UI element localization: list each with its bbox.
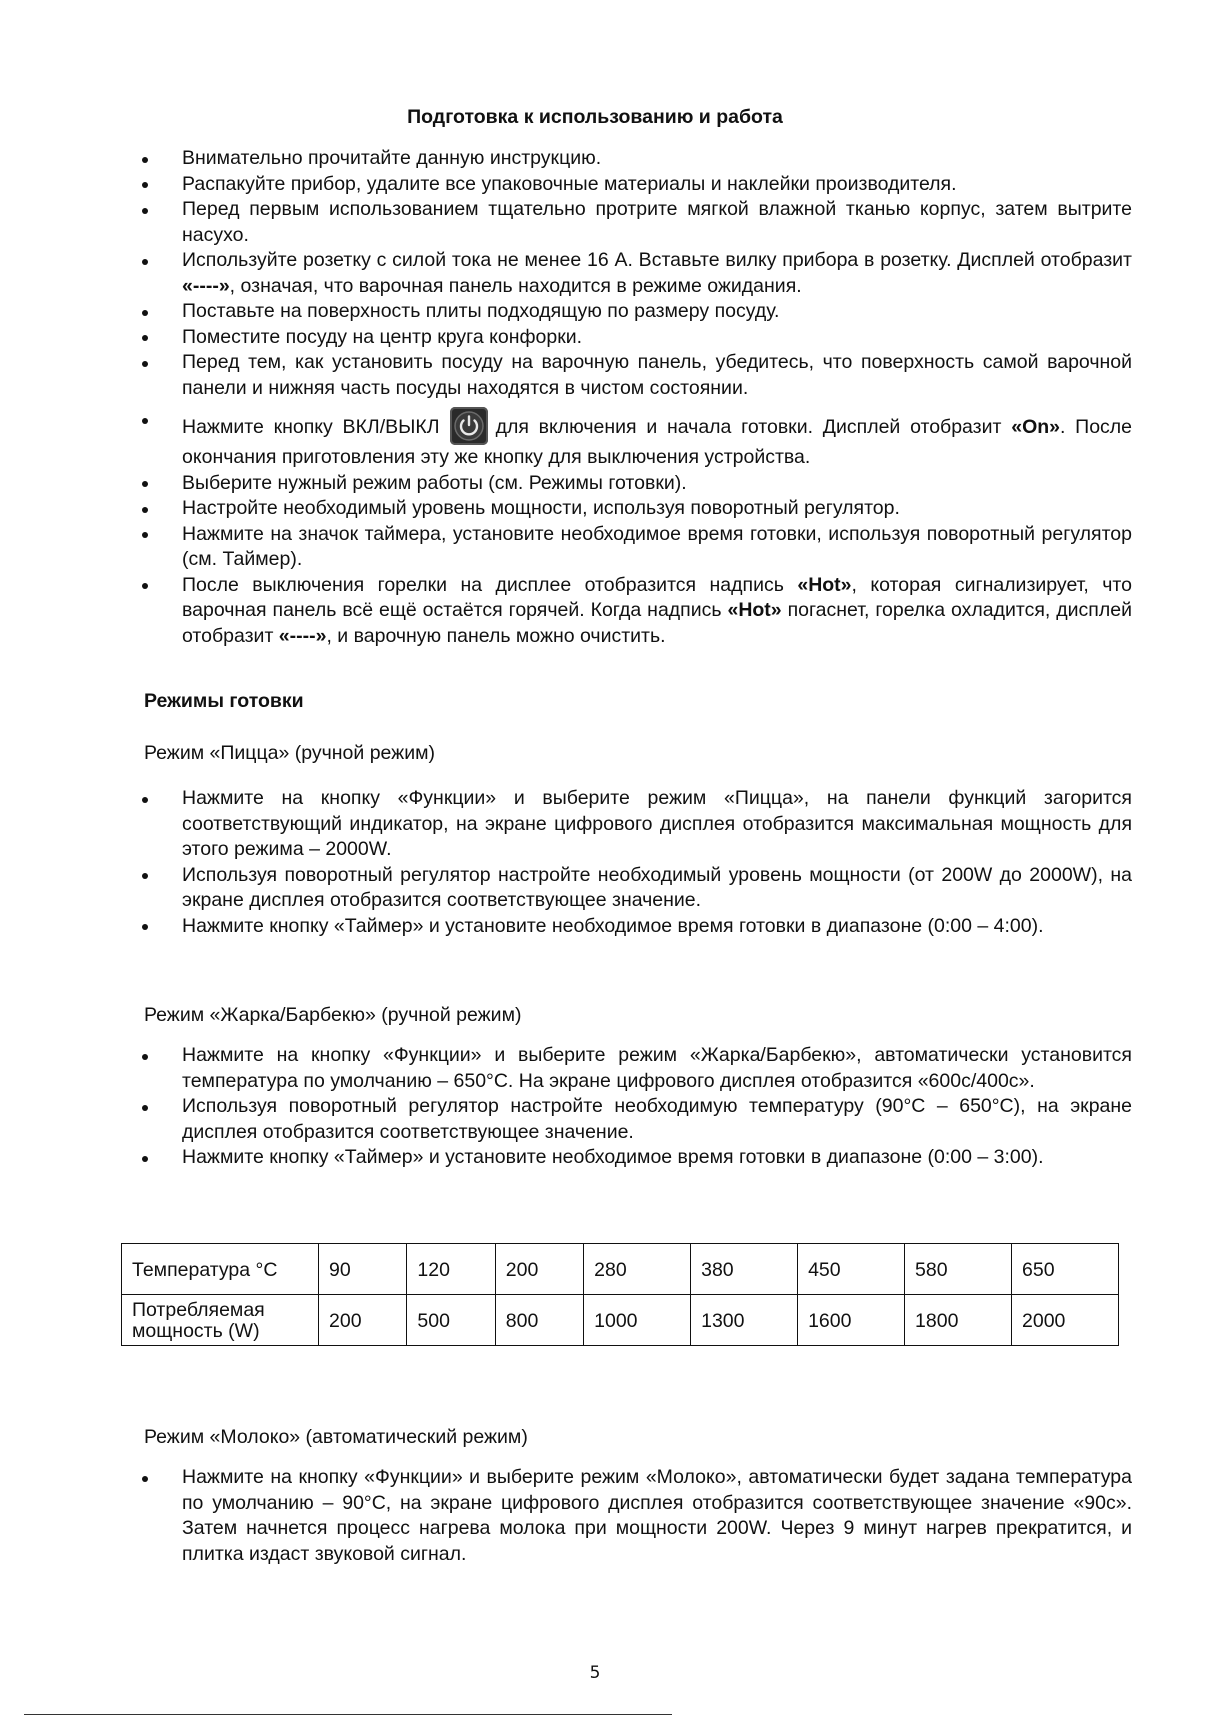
hot-text: После выключения горелки на дисплее отобразится надпись bbox=[182, 573, 798, 596]
list-item: Распакуйте прибор, удалите все упаковочные материалы и наклейки производителя. bbox=[130, 172, 1132, 198]
page-title: Подготовка к использованию и работа bbox=[407, 106, 783, 128]
hot-text: погаснет, горелка охладится, дисплей отобразит bbox=[182, 599, 1132, 647]
table-header-cell: Потребляемая мощность (W) bbox=[122, 1295, 319, 1346]
hot-display: «Hot» bbox=[727, 599, 782, 621]
table-cell: 580 bbox=[905, 1244, 1012, 1295]
list-item: Нажмите на кнопку «Функции» и выберите режим «Жарка/Барбекю», автоматически установится температура по умолчанию – 650°С. На экране цифрового дисплея отобразится «600c/400c». bbox=[130, 1043, 1132, 1094]
list-item bbox=[130, 573, 1132, 650]
on-display: «On» bbox=[1011, 416, 1060, 438]
temperature-power-table bbox=[121, 1243, 1119, 1346]
standby-display: «----» bbox=[182, 274, 230, 297]
footer-divider bbox=[24, 1714, 672, 1715]
list-item: Используя поворотный регулятор настройте необходимую температуру (90°С – 650°С), на экране дисплея отобразится соответствующее значение. bbox=[130, 1094, 1132, 1145]
table-cell: 650 bbox=[1012, 1244, 1119, 1295]
hot-text: , и варочную панель можно очистить. bbox=[326, 624, 666, 647]
table-cell: 1600 bbox=[798, 1295, 905, 1346]
socket-text: Используйте розетку с силой тока не менее 16 А. Вставьте вилку прибора в розетку. Дисплей отобразит bbox=[182, 249, 1132, 271]
table-cell: 280 bbox=[584, 1244, 691, 1295]
table-cell: 500 bbox=[407, 1295, 495, 1346]
list-item: Внимательно прочитайте данную инструкцию. bbox=[130, 146, 1132, 172]
hot-text: , которая сигнализирует, что варочная панель всё ещё остаётся горячей. Когда надпись bbox=[182, 573, 1132, 621]
pizza-mode-list bbox=[130, 786, 1132, 939]
table-cell: 800 bbox=[495, 1295, 583, 1346]
list-item: Перед тем, как установить посуду на варочную панель, убедитесь, что поверхность самой варочной панели и нижняя часть посуды находятся в чистом состоянии. bbox=[130, 350, 1132, 401]
list-item: Перед первым использованием тщательно протрите мягкой влажной тканью корпус, затем вытрите насухо. bbox=[130, 197, 1132, 248]
power-icon bbox=[450, 407, 488, 445]
table-cell: 200 bbox=[319, 1295, 407, 1346]
list-item bbox=[130, 248, 1132, 299]
milk-mode-title: Режим «Молоко» (автоматический режим) bbox=[144, 1426, 528, 1448]
page-number: 5 bbox=[589, 1663, 601, 1683]
list-item: Настройте необходимый уровень мощности, используя поворотный регулятор. bbox=[130, 496, 1132, 522]
table-cell: 200 bbox=[495, 1244, 583, 1295]
list-item: Выберите нужный режим работы (см. Режимы готовки). bbox=[130, 471, 1132, 497]
power-text-middle: для включения и начала готовки. Дисплей отобразит bbox=[495, 416, 1012, 438]
grill-mode-title: Режим «Жарка/Барбекю» (ручной режим) bbox=[144, 1004, 522, 1026]
table-cell: 2000 bbox=[1012, 1295, 1119, 1346]
list-item: Нажмите кнопку «Таймер» и установите необходимое время готовки в диапазоне (0:00 – 3:00). bbox=[130, 1145, 1132, 1171]
table-cell: 1300 bbox=[691, 1295, 798, 1346]
grill-mode-list bbox=[130, 1043, 1132, 1171]
preparation-list bbox=[130, 146, 1132, 649]
table-cell: 380 bbox=[691, 1244, 798, 1295]
hot-display: «Hot» bbox=[797, 573, 852, 596]
list-item: Используя поворотный регулятор настройте необходимый уровень мощности (от 200W до 2000W), на экране дисплея отобразится соответствующее значение. bbox=[130, 863, 1132, 914]
list-item: Нажмите кнопку «Таймер» и установите необходимое время готовки в диапазоне (0:00 – 4:00). bbox=[130, 914, 1132, 940]
list-item: Нажмите на кнопку «Функции» и выберите режим «Пицца», на панели функций загорится соответствующий индикатор, на экране цифрового дисплея отобразится максимальная мощность для этого режима – 2000W. bbox=[130, 786, 1132, 863]
table-cell: 1800 bbox=[905, 1295, 1012, 1346]
table-row bbox=[122, 1244, 1119, 1295]
list-item bbox=[130, 407, 1132, 471]
list-item: Поставьте на поверхность плиты подходящую по размеру посуду. bbox=[130, 299, 1132, 325]
list-item: Поместите посуду на центр круга конфорки. bbox=[130, 325, 1132, 351]
socket-text-end: , означая, что варочная панель находится в режиме ожидания. bbox=[229, 274, 802, 297]
milk-mode-list bbox=[130, 1465, 1132, 1567]
table-header-cell: Температура °С bbox=[122, 1244, 319, 1295]
pizza-mode-title: Режим «Пицца» (ручной режим) bbox=[144, 742, 435, 764]
power-text: Нажмите кнопку ВКЛ/ВЫКЛ bbox=[182, 416, 440, 438]
section-heading: Режимы готовки bbox=[144, 690, 304, 712]
table-cell: 1000 bbox=[584, 1295, 691, 1346]
list-item: Нажмите на кнопку «Функции» и выберите режим «Молоко», автоматически будет задана температура по умолчанию – 90°С, на экране цифрового дисплея отобразится соответствующее значение «90c». Затем начнется процесс нагрева молока при мощности 200W. Через 9 минут нагрев прекратится, и плитка издаст звуковой сигнал. bbox=[130, 1465, 1132, 1567]
standby-display: «----» bbox=[278, 624, 327, 647]
table-cell: 120 bbox=[407, 1244, 495, 1295]
list-item: Нажмите на значок таймера, установите необходимое время готовки, используя поворотный регулятор (см. Таймер). bbox=[130, 522, 1132, 573]
table-cell: 90 bbox=[319, 1244, 407, 1295]
table-row bbox=[122, 1295, 1119, 1346]
power-text-end: . После окончания приготовления эту же кнопку для выключения устройства. bbox=[182, 416, 1133, 468]
table-cell: 450 bbox=[798, 1244, 905, 1295]
